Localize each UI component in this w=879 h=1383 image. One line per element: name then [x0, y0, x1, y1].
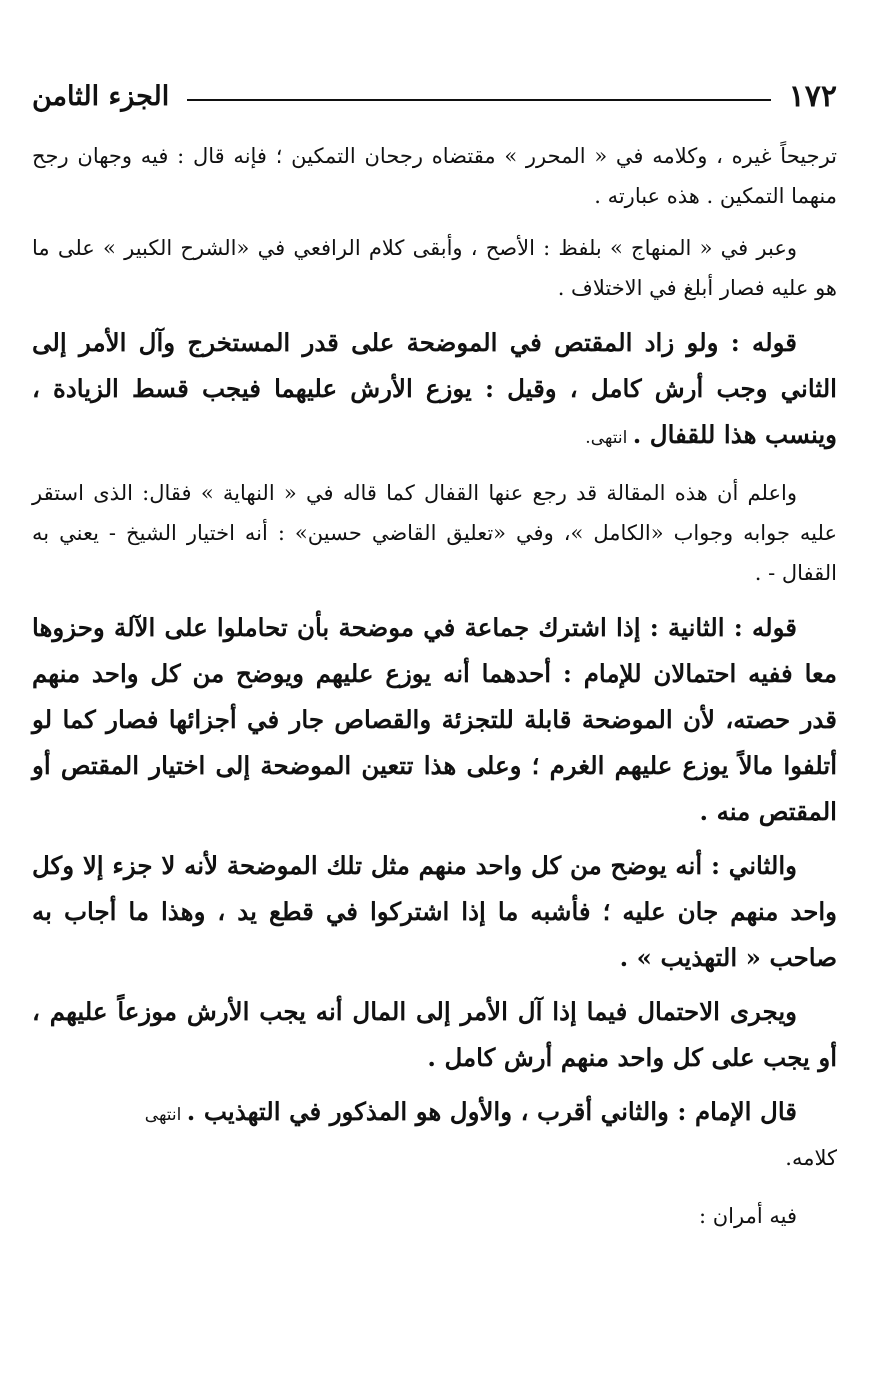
paragraph-text: فيه أمران :	[699, 1204, 797, 1228]
paragraph-3	[32, 320, 837, 461]
paragraph-9	[32, 1138, 837, 1178]
book-page	[32, 70, 837, 1236]
paragraph-1	[32, 136, 837, 216]
paragraph-5	[32, 605, 837, 835]
intaha-marker: انتهى	[144, 1105, 187, 1125]
page-number: ١٧٢	[788, 78, 837, 114]
paragraph-6	[32, 843, 837, 981]
running-head: الجزء الثامن	[32, 80, 170, 112]
paragraph-text: واعلم أن هذه المقالة قد رجع عنها القفال كما قاله في « النهاية » فقال: الذى استقر عليه جوابه وجواب «الكامل »، وفي «تعليق القاضي حسين» : أنه اختيار الشيخ - يعني به القفال - .	[32, 481, 837, 585]
paragraph-7	[32, 989, 837, 1081]
paragraph-8	[32, 1089, 837, 1138]
paragraph-text: ويجرى الاحتمال فيما إذا آل الأمر إلى المال أنه يجب الأرش موزعاً عليهم ، أو يجب على كل واحد منهم أرش كامل .	[32, 997, 837, 1072]
paragraph-10	[32, 1196, 837, 1236]
paragraph-text: كلامه.	[785, 1146, 837, 1170]
paragraph-text: ترجيحاً غيره ، وكلامه في « المحرر » مقتضاه رجحان التمكين ؛ فإنه قال : فيه وجهان رجح منهما التمكين . هذه عبارته .	[32, 144, 837, 208]
paragraph-text: قال الإمام : والثاني أقرب ، والأول هو المذكور في التهذيب .	[186, 1097, 797, 1126]
paragraph-4	[32, 473, 837, 593]
paragraph-2	[32, 228, 837, 308]
header-rule	[187, 99, 770, 101]
paragraph-text: قوله : الثانية : إذا اشترك جماعة في موضحة بأن تحاملوا على الآلة وحزوها معا ففيه احتمالان للإمام : أحدهما أنه يوزع عليهم ويوضح من كل واحد منهم قدر حصته، لأن الموضحة قابلة للتجزئة والقصاص جار في أجزائها فصار كما لو أتلفوا مالاً يوزع عليهم الغرم ؛ وعلى هذا تتعين الموضحة إلى اختيار المقتص أو المقتص منه .	[32, 613, 837, 826]
page-header	[32, 70, 837, 122]
paragraph-text: والثاني : أنه يوضح من كل واحد منهم مثل تلك الموضحة لأنه لا جزء إلا وكل واحد منهم جان عليه ؛ فأشبه ما إذا اشتركوا في قطع يد ، وهذا ما أجاب به صاحب « التهذيب » .	[32, 851, 837, 972]
intaha-marker: انتهى.	[585, 428, 633, 448]
paragraph-text: قوله : ولو زاد المقتص في الموضحة على قدر المستخرج وآل الأمر إلى الثاني وجب أرش كامل ، وقيل : يوزع الأرش عليهما فيجب قسط الزيادة ، وينسب هذا للقفال .	[32, 328, 837, 449]
paragraph-text: وعبر في « المنهاج » بلفظ : الأصح ، وأبقى كلام الرافعي في «الشرح الكبير » على ما هو عليه فصار أبلغ في الاختلاف .	[32, 236, 837, 300]
